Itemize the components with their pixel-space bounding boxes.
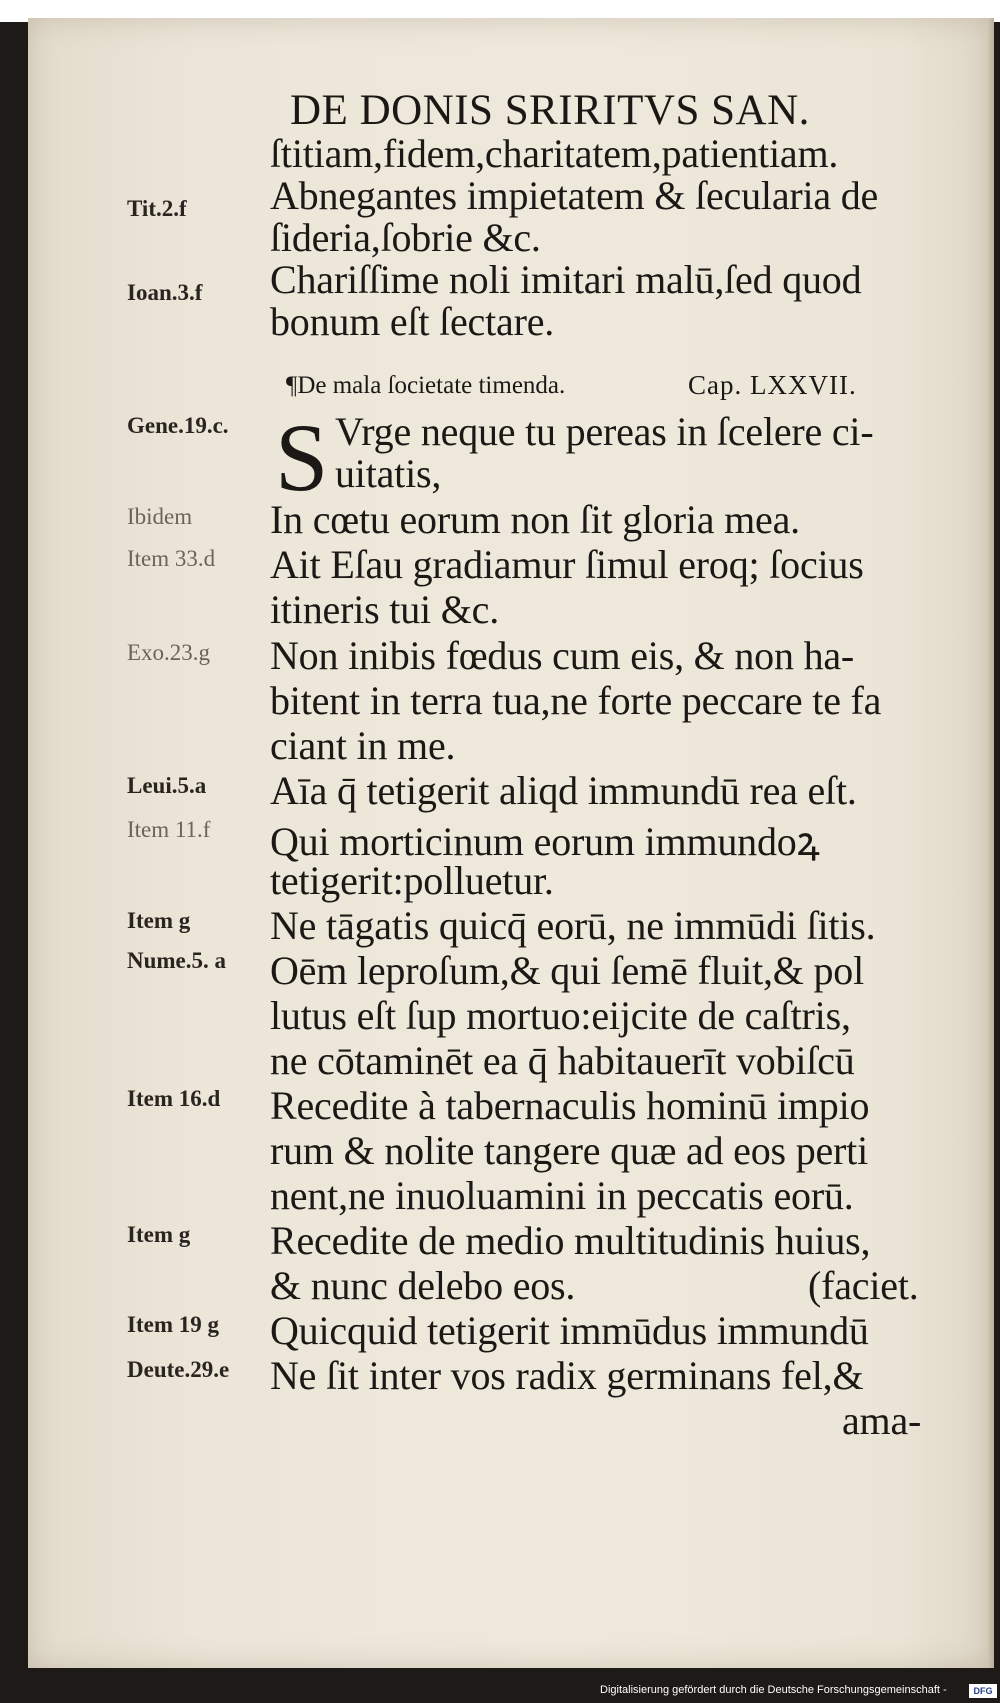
- text-line: tetigerit:polluetur.: [270, 858, 554, 903]
- text-line: ſideria,ſobrie &c.: [270, 215, 541, 260]
- text-line: In cœtu eorum non ſit gloria mea.: [270, 497, 800, 542]
- text-line: bitent in terra tua,ne forte peccare te fa: [270, 678, 882, 723]
- margin-note: Leui.5.a: [127, 773, 207, 798]
- text-line: Oēm leproſum,& qui ſemē fluit,& pol: [270, 948, 865, 993]
- text-line: Vrge neque tu pereas in ſcelere ci-: [335, 409, 874, 454]
- text-line: Recedite à tabernaculis hominū impio: [270, 1083, 870, 1128]
- margin-note: Nume.5. a: [127, 948, 227, 973]
- text-line: lutus eſt ſup mortuo:eijcite de caſtris,: [270, 993, 851, 1038]
- text-line: ciant in me.: [270, 723, 456, 768]
- text-line: Qui morticinum eorum immundoꝝ: [270, 819, 820, 864]
- text-line: Ne ſit inter vos radix germinans fel,&: [270, 1353, 864, 1398]
- catchword: ama-: [842, 1398, 922, 1443]
- text-line: bonum eſt ſectare.: [270, 299, 555, 344]
- text-line: uitatis,: [335, 451, 442, 496]
- text-line: Aīa q̄ tetigerit aliqd immundū rea eſt.: [270, 768, 857, 813]
- margin-note: Item g: [127, 1222, 191, 1247]
- margin-note: Tit.2.f: [127, 196, 187, 221]
- chapter-heading: ¶De mala ſocietate timenda.: [286, 372, 566, 399]
- chapter-number: Cap. LXXVII.: [688, 370, 857, 400]
- text-line: itineris tui &c.: [270, 587, 499, 632]
- text-line: & nunc delebo eos.: [270, 1263, 576, 1308]
- text-line: Ne tāgatis quicq̄ eorū, ne immūdi ſitis.: [270, 903, 876, 948]
- text-line: rum & nolite tangere quæ ad eos perti: [270, 1128, 868, 1173]
- text-line: Chariſſime noli imitari malū,ſed quod: [270, 257, 862, 302]
- text-line: Recedite de medio multitudinis huius,: [270, 1218, 871, 1263]
- margin-note: Item g: [127, 908, 191, 933]
- dfg-logo: DFG: [969, 1684, 997, 1698]
- text-line: Ait Eſau gradiamur ſimul eroq; ſocius: [270, 542, 864, 587]
- margin-note: Ioan.3.f: [127, 280, 203, 305]
- margin-note: Gene.19.c.: [127, 413, 229, 438]
- margin-note: Item 11.f: [127, 817, 211, 842]
- text-line: Quicquid tetigerit immūdus immundū: [270, 1308, 869, 1353]
- margin-note: Item 16.d: [127, 1086, 221, 1111]
- margin-note: Item 19 g: [127, 1312, 219, 1337]
- margin-note: Item 33.d: [127, 546, 216, 571]
- text-line: Non inibis fœdus cum eis, & non ha-: [270, 633, 855, 678]
- margin-note: Exo.23.g: [127, 640, 211, 665]
- text-line: ne cōtaminēt ea q̄ habitauerīt vobiſcū: [270, 1038, 855, 1083]
- text-line: Abnegantes impietatem & ſecularia de: [270, 173, 879, 218]
- margin-note: Ibidem: [127, 504, 193, 529]
- margin-note: Deute.29.e: [127, 1357, 230, 1382]
- running-header: DE DONIS SRIRITVS SAN.: [290, 87, 810, 134]
- drop-cap: S: [275, 404, 329, 511]
- digitization-credit: Digitalisierung gefördert durch die Deutsche Forschungsgemeinschaft -: [600, 1684, 947, 1696]
- text-line: ſtitiam,fidem,charitatem,patientiam.: [270, 131, 839, 176]
- text-line: nent,ne inuoluamini in peccatis eorū.: [270, 1173, 854, 1218]
- text-line-catchword: (faciet.: [808, 1263, 919, 1308]
